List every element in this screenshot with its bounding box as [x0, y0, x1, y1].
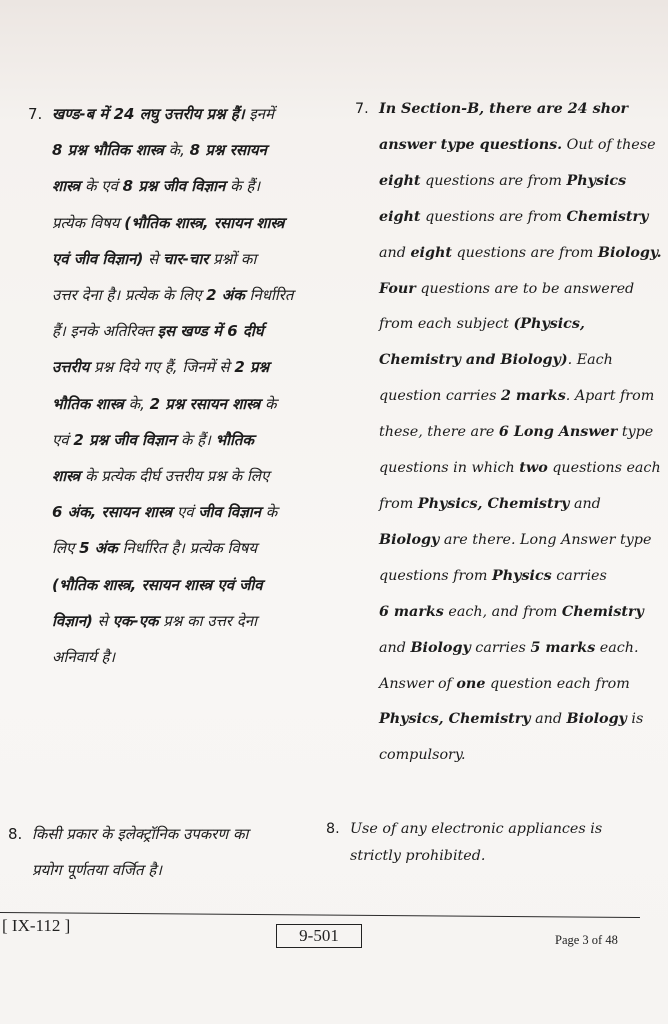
english-line: strictly prohibited. — [350, 848, 486, 864]
hindi-line: एवं 2 प्रश्न जीव विज्ञान के हैं। भौतिक — [52, 430, 254, 449]
hindi-line: 6 अंक, रसायन शास्त्र एवं जीव विज्ञान के — [52, 503, 278, 522]
english-line: and eight questions are from Biology. — [379, 244, 662, 261]
english-line: question carries 2 marks. Apart from — [379, 388, 655, 405]
english-line: Use of any electronic appliances is — [350, 821, 603, 837]
english-line: from Physics, Chemistry and — [379, 495, 601, 512]
item-number: 8. — [326, 821, 340, 837]
paper-code: [ IX-112 ] — [2, 916, 71, 935]
english-line: from each subject (Physics, — [379, 316, 585, 333]
english-line: Chemistry and Biology). Each — [379, 352, 613, 369]
hindi-line: खण्ड-ब में 24 लघु उत्तरीय प्रश्न हैं। इनमें — [52, 105, 274, 123]
english-line: Physics, Chemistry and Biology is — [379, 711, 644, 728]
instruction-8-english — [326, 816, 642, 870]
footer-divider — [0, 912, 640, 918]
english-line: questions from Physics carries — [379, 567, 607, 584]
instruction-8-hindi — [8, 816, 323, 888]
hindi-line: एवं जीव विज्ञान) से चार-चार प्रश्नों का — [52, 249, 257, 268]
hindi-line: 8 प्रश्न भौतिक शास्त्र के, 8 प्रश्न रसायन — [52, 141, 267, 160]
english-line: and Biology carries 5 marks each. — [379, 639, 639, 656]
english-line: these, there are 6 Long Answer type — [379, 424, 654, 441]
hindi-line: अनिवार्य है। — [52, 648, 116, 667]
item-number: 8. — [8, 825, 23, 843]
english-line: Biology are there. Long Answer type — [379, 531, 652, 548]
hindi-line: उत्तरीय प्रश्न दिये गए हैं, जिनमें से 2 प्रश्न — [52, 358, 270, 377]
english-line: eight questions are from Physics — [379, 172, 627, 189]
instruction-7-hindi — [28, 96, 348, 675]
hindi-line: (भौतिक शास्त्र, रसायन शास्त्र एवं जीव — [52, 575, 263, 594]
hindi-line: प्रत्येक विषय (भौतिक शास्त्र, रसायन शास्त्र — [52, 213, 285, 232]
hindi-line: हैं। इनके अतिरिक्त इस खण्ड में 6 दीर्घ — [52, 322, 264, 341]
english-line: answer type questions. Out of these — [379, 136, 656, 153]
english-line: questions in which two questions each — [379, 460, 661, 477]
set-code-box: 9-501 — [276, 924, 362, 948]
hindi-line: लिए 5 अंक निर्धारित है। प्रत्येक विषय — [52, 539, 258, 558]
english-line: compulsory. — [379, 747, 466, 764]
instruction-7-english — [355, 92, 667, 774]
hindi-line: विज्ञान) से एक-एक प्रश्न का उत्तर देना — [52, 611, 257, 630]
page-number: Page 3 of 48 — [555, 933, 618, 947]
english-line: Four questions are to be answered — [379, 280, 635, 297]
english-line: 6 marks each, and from Chemistry — [379, 603, 644, 620]
hindi-line: उत्तर देना है। प्रत्येक के लिए 2 अंक निर्धारित — [52, 286, 294, 305]
hindi-line: शास्त्र के एवं 8 प्रश्न जीव विज्ञान के हैं। — [52, 177, 261, 196]
item-number: 7. — [355, 101, 369, 117]
english-line: Answer of one question each from — [379, 675, 630, 692]
hindi-line: प्रयोग पूर्णतया वर्जित है। — [32, 861, 162, 879]
hindi-line: भौतिक शास्त्र के, 2 प्रश्न रसायन शास्त्र के — [52, 394, 277, 413]
hindi-line: शास्त्र के प्रत्येक दीर्घ उत्तरीय प्रश्न के लिए — [52, 467, 270, 486]
item-number: 7. — [28, 105, 43, 123]
english-line: In Section-B, there are 24 shor — [379, 101, 629, 117]
hindi-line: किसी प्रकार के इलेक्ट्रॉनिक उपकरण का — [32, 825, 249, 843]
english-line: eight questions are from Chemistry — [379, 208, 649, 225]
